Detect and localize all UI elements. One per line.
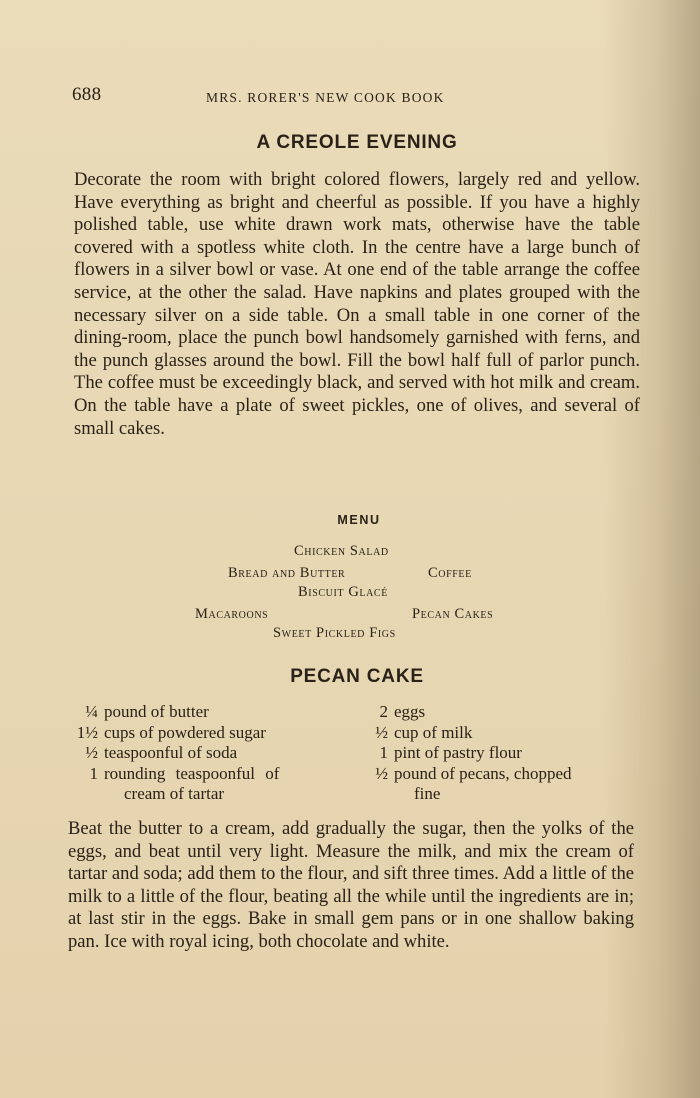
ingredient-text: pint of pastry flour: [394, 743, 522, 763]
creole-evening-paragraph: Decorate the room with bright colored flowers, largely red and yellow. Have everything as bright and cheerful as possible. If you have a highly polished table, use white drawn work mats, otherwise have the table covered with a spotless white cloth. In the centre have a large bunch of flowers in a silver bowl or vase. At one end of the table arrange the coffee service, at the other the salad. Have napkins and plates grouped with the necessary silver on a side table. On a small table in one corner of the dining-room, place the punch bowl handsomely garnished with ferns, and the punch glasses around the bowl. Fill the bowl half full of parlor punch. The coffee must be exceedingly black, and served with hot milk and cream. On the table have a plate of sweet pickles, one of olives, and several of small cakes.: [74, 169, 640, 439]
menu-item-chicken-salad: Chicken Salad: [294, 543, 389, 559]
ingredients-left-column: [70, 702, 340, 805]
ingredient-quantity: ½: [375, 763, 388, 783]
ingredient-text: pound of butter: [104, 702, 209, 721]
running-head: MRS. RORER'S NEW COOK BOOK: [206, 90, 445, 105]
ingredient-text: cups of powdered sugar: [104, 722, 266, 742]
ingredient-quantity: 2: [379, 702, 388, 721]
ingredient-quantity: 1½: [76, 722, 98, 742]
ingredient-text: fine: [414, 784, 441, 804]
menu-item-coffee: Coffee: [428, 565, 472, 581]
section-title-creole-evening: A CREOLE EVENING: [256, 132, 458, 153]
pecan-cake-instructions: Beat the butter to a cream, add gradually the sugar, then the yolks of the eggs, and beat until very light. Measure the milk, and mix the cream of tartar and soda; add them to the flour, and sift three times. Add a little of the milk to a little of the flour, beating all the while until the ingredients are in; at last stir in the eggs. Bake in small gem pans or in one shallow baking pan. Ice with royal icing, both chocolate and white.: [68, 818, 634, 952]
section-title-pecan-cake: PECAN CAKE: [290, 666, 424, 687]
ingredient-text: cup of milk: [394, 722, 473, 742]
ingredient-text: rounding teaspoonful of: [104, 763, 280, 783]
ingredient-row: [70, 723, 340, 744]
menu-item-macaroons: Macaroons: [195, 606, 269, 622]
ingredient-text: teaspoonful of soda: [104, 743, 238, 763]
menu-item-bread-and-butter: Bread and Butter: [228, 565, 346, 581]
ingredient-row: [360, 784, 640, 805]
ingredients-right-column: [360, 702, 640, 805]
ingredient-row: [360, 764, 640, 785]
menu-item-sweet-pickled-figs: Sweet Pickled Figs: [273, 625, 396, 641]
menu-item-pecan-cakes: Pecan Cakes: [412, 606, 494, 622]
ingredient-row: [70, 743, 340, 764]
ingredient-row: [70, 784, 340, 805]
ingredient-row: [360, 702, 640, 723]
ingredient-quantity: 1: [89, 763, 98, 783]
ingredient-row: [70, 764, 340, 785]
ingredient-quantity: ¼: [85, 702, 98, 721]
ingredient-row: [70, 702, 340, 723]
ingredient-quantity: ½: [375, 722, 388, 742]
ingredient-quantity: ½: [85, 743, 98, 763]
ingredient-text: eggs: [394, 702, 426, 721]
ingredient-text: cream of tartar: [124, 784, 225, 804]
ingredient-quantity: 1: [379, 743, 388, 763]
menu-item-biscuit-glace: Biscuit Glacé: [298, 584, 388, 600]
menu-heading: MENU: [337, 513, 381, 527]
ingredient-row: [360, 723, 640, 744]
page-number: 688: [72, 84, 102, 105]
ingredient-row: [360, 743, 640, 764]
ingredient-text: pound of pecans, chopped: [394, 763, 572, 783]
